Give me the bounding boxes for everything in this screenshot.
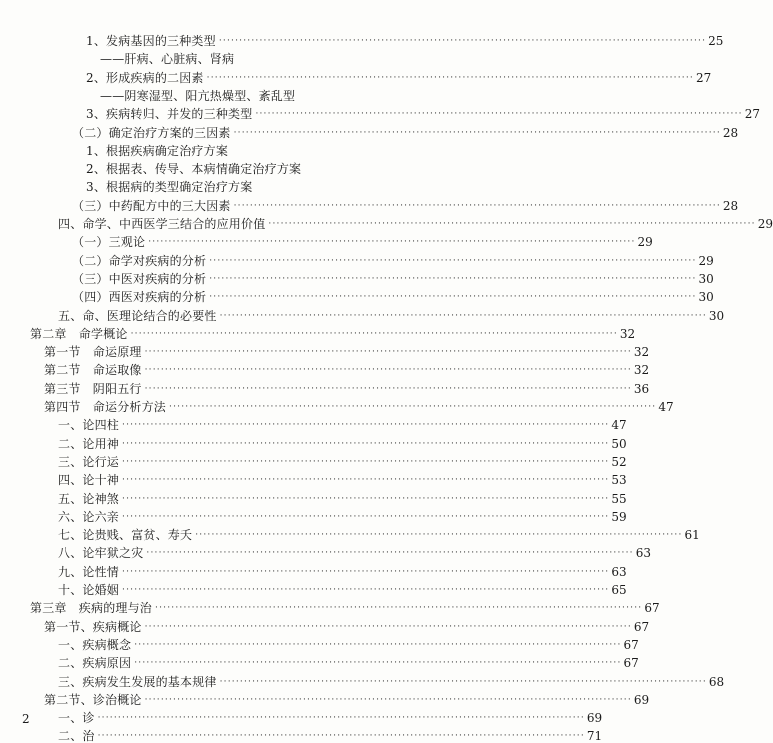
dot-leader: ························································································································ <box>122 438 610 449</box>
toc-entry <box>0 122 739 140</box>
dot-leader: ························································································································ <box>144 383 632 394</box>
toc-entry <box>0 158 445 176</box>
dot-leader: ························································································································ <box>148 237 636 248</box>
dot-leader: ························································································································ <box>206 72 694 83</box>
dot-leader: ························································································································ <box>130 328 618 339</box>
toc-entry <box>0 341 650 360</box>
toc-entry <box>0 506 627 524</box>
toc-entry-title: 3、疾病转归、并发的三种类型 <box>86 107 253 122</box>
toc-entry-title: 2、根据表、传导、本病情确定治疗方案 <box>86 162 302 177</box>
toc-entry-page: 55 <box>611 491 627 506</box>
toc-entry <box>0 725 603 743</box>
toc-entry <box>0 616 650 634</box>
toc-entry-page: 63 <box>611 564 627 579</box>
toc-entry-page: 36 <box>633 381 650 396</box>
dot-leader: ························································································································ <box>219 676 707 687</box>
dot-leader: ························································································································ <box>233 127 721 138</box>
toc-entry <box>0 652 639 671</box>
toc-entry-page: 65 <box>611 583 627 597</box>
toc-entry-title: 三、论行运 <box>58 454 120 469</box>
toc-entry <box>0 103 761 122</box>
toc-entry-title: 第二章 命学概论 <box>30 326 128 341</box>
toc-entry-page: 69 <box>586 711 603 726</box>
toc-entry <box>0 250 714 268</box>
toc-entry-page: 47 <box>658 400 674 414</box>
toc-entry <box>0 597 660 616</box>
toc-entry <box>0 268 714 286</box>
toc-entry-page: 67 <box>644 601 660 616</box>
toc-entry <box>0 579 627 597</box>
toc-entry <box>0 689 650 707</box>
dot-leader: ························································································································ <box>122 511 610 522</box>
toc-entry-title: 一、疾病概念 <box>58 637 132 652</box>
toc-entry-title: 第一节、疾病概论 <box>44 619 142 634</box>
dot-leader: ························································································································ <box>97 713 585 724</box>
toc-entry-page: 69 <box>633 692 650 707</box>
toc-entry-page: 52 <box>611 454 627 469</box>
toc-entry <box>0 488 627 506</box>
toc-entry-page: 29 <box>757 217 773 231</box>
dot-leader: ························································································································ <box>146 548 634 559</box>
toc-entry-title: 3、根据病的类型确定治疗方案 <box>86 180 253 195</box>
dot-leader: ························································································································ <box>155 603 643 614</box>
toc-entry <box>0 213 773 231</box>
dot-leader: ························································································································ <box>209 292 697 303</box>
dot-leader: ························································································································ <box>195 530 683 541</box>
toc-entry <box>0 286 714 305</box>
dot-leader: ························································································································ <box>134 658 622 669</box>
dot-leader: ························································································································ <box>255 109 743 120</box>
dot-leader: ························································································································ <box>122 475 610 486</box>
toc-entry-title: （二）命学对疾病的分析 <box>72 253 207 268</box>
toc-entry-title: （四）西医对疾病的分析 <box>72 290 207 305</box>
toc-entry-title: 第三章 疾病的理与治 <box>30 601 153 616</box>
toc-entry-title: 一、论四柱 <box>58 418 120 433</box>
toc-entry <box>0 634 639 652</box>
dot-leader: ························································································································ <box>144 621 632 632</box>
toc-entry-title: （三）中药配方中的三大因素 <box>72 198 231 213</box>
toc-entry-page: 27 <box>695 70 712 85</box>
toc-entry-page: 50 <box>611 436 627 451</box>
toc-entry-page: 67 <box>623 656 639 671</box>
toc-entry-page: 67 <box>633 619 650 634</box>
dot-leader: ························································································································ <box>209 273 697 284</box>
dot-leader: ························································································································ <box>122 566 610 577</box>
toc-entry <box>0 451 627 469</box>
toc-entry-title: 五、论神煞 <box>58 491 120 506</box>
toc-entry-page: 59 <box>611 509 627 524</box>
toc-entry <box>0 30 724 48</box>
dot-leader: ························································································································ <box>218 36 707 46</box>
toc-entry-page: 28 <box>722 125 739 140</box>
toc-entry-title: ——肝病、心脏病、肾病 <box>100 52 235 67</box>
toc-entry-title: ——阴寒湿型、阳亢热燥型、紊乱型 <box>100 88 296 103</box>
toc-entry-page: 67 <box>623 637 639 652</box>
dot-leader: ························································································································ <box>268 219 756 229</box>
toc-entry-title: 四、论十神 <box>58 473 120 488</box>
toc-entry <box>0 469 627 488</box>
toc-entry-title: 第一节 命运原理 <box>44 345 142 360</box>
toc-entry-page: 30 <box>708 308 725 323</box>
toc-entry-page: 29 <box>637 235 653 250</box>
dot-leader: ························································································································ <box>144 694 632 705</box>
toc-entry-page: 32 <box>619 326 636 341</box>
toc-entry-title: 第四节 命运分析方法 <box>44 400 167 414</box>
toc-entry-page: 32 <box>633 363 650 378</box>
toc-entry-page: 30 <box>698 271 714 286</box>
toc-entry <box>0 396 674 414</box>
toc-entry-title: 1、发病基因的三种类型 <box>86 34 216 48</box>
toc-entry <box>0 524 700 543</box>
toc-entry-page: 63 <box>635 546 651 561</box>
toc-entry-page: 53 <box>611 473 627 488</box>
dot-leader: ························································································································ <box>122 493 610 504</box>
toc-entry <box>0 140 445 158</box>
dot-leader: ························································································································ <box>233 200 721 211</box>
dot-leader: ························································································································ <box>122 420 610 431</box>
toc-entry-page: 71 <box>586 729 603 743</box>
toc-entry <box>0 414 627 433</box>
toc-entry <box>0 176 445 194</box>
toc-entry-title: 二、疾病原因 <box>58 656 132 671</box>
toc-entry-title: 二、论用神 <box>58 436 120 451</box>
dot-leader: ························································································································ <box>122 456 610 467</box>
toc-entry-title: 七、论贵贱、富贫、寿夭 <box>58 528 193 543</box>
toc-entry <box>0 48 445 66</box>
dot-leader: ························································································································ <box>144 365 632 376</box>
toc-entry-title: 十、论婚姻 <box>58 583 120 597</box>
toc-entry-page: 29 <box>698 253 714 268</box>
dot-leader: ························································································································ <box>209 255 697 266</box>
toc-entry <box>0 305 725 323</box>
toc-entry <box>0 561 627 579</box>
toc-entry <box>0 707 603 726</box>
toc-entry <box>0 378 650 396</box>
toc-entry-page: 68 <box>708 674 725 689</box>
toc-entry-title: 第三节 阴阳五行 <box>44 381 142 396</box>
toc-entry <box>0 359 650 378</box>
toc-entry-title: 四、命学、中西医学三结合的应用价值 <box>58 217 266 231</box>
toc-entry <box>0 323 636 341</box>
toc-entry-page: 61 <box>684 528 700 543</box>
toc-entry-title: 九、论性情 <box>58 564 120 579</box>
toc-entry <box>0 85 445 103</box>
toc-entry-title: 二、治 <box>58 729 95 743</box>
toc-entry-title: 2、形成疾病的二因素 <box>86 70 204 85</box>
toc-entry-page: 25 <box>708 34 724 48</box>
dot-leader: ························································································································ <box>169 402 657 412</box>
toc-entry-title: （一）三观论 <box>72 235 146 250</box>
toc-entry <box>0 67 712 85</box>
toc-entry-title: 三、疾病发生发展的基本规律 <box>58 674 217 689</box>
toc-entry-title: 六、论六亲 <box>58 509 120 524</box>
toc-entry <box>0 195 739 213</box>
dot-leader: ························································································································ <box>122 585 610 595</box>
toc-entry-page: 28 <box>722 198 739 213</box>
toc-entry-title: （二）确定治疗方案的三因素 <box>72 125 231 140</box>
toc-entry <box>0 542 651 561</box>
toc-entry-title: 八、论牢狱之灾 <box>58 546 144 561</box>
toc-entry-page: 32 <box>633 345 650 360</box>
toc-entry-page: 27 <box>744 107 761 122</box>
toc-entry-title: 第二节、诊治概论 <box>44 692 142 707</box>
toc-entry-title: 第二节 命运取像 <box>44 363 142 378</box>
toc-entry-title: 一、诊 <box>58 711 95 726</box>
toc-entry-title: 1、根据疾病确定治疗方案 <box>86 143 229 158</box>
toc-entry <box>0 231 653 250</box>
dot-leader: ························································································································ <box>144 347 632 358</box>
dot-leader: ························································································································ <box>134 639 622 650</box>
page-number: 2 <box>22 712 30 726</box>
toc-entry <box>0 671 725 689</box>
toc-entry-title: 五、命、医理论结合的必要性 <box>58 308 217 323</box>
toc-entry-page: 47 <box>611 418 627 433</box>
dot-leader: ························································································································ <box>97 731 585 742</box>
toc-entry-title: （三）中医对疾病的分析 <box>72 271 207 286</box>
toc-entry-page: 30 <box>698 290 714 305</box>
dot-leader: ························································································································ <box>219 310 707 321</box>
toc-entry <box>0 433 627 451</box>
